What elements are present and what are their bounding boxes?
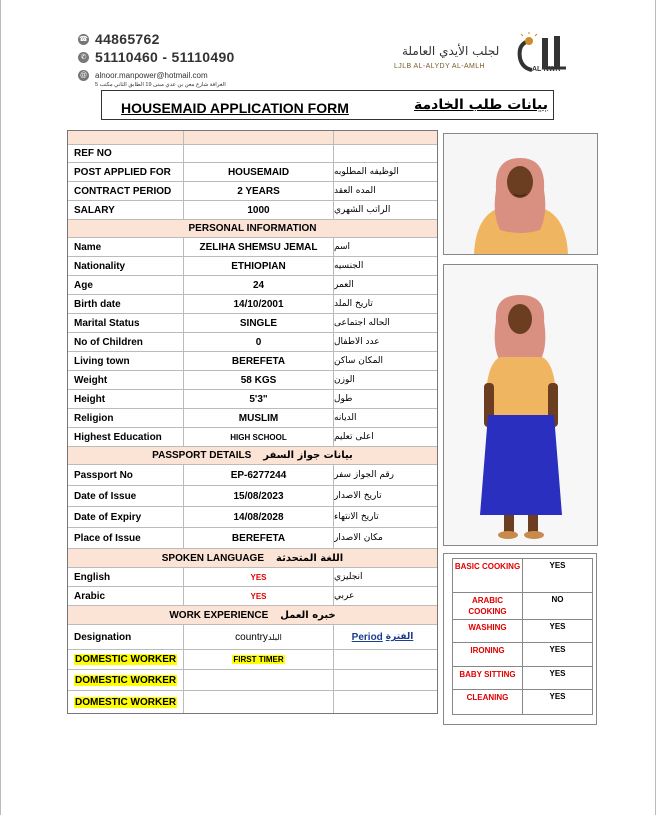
section-title-language-ar: اللغة المتحدثة bbox=[276, 552, 344, 564]
skill-label-washing: WASHING bbox=[453, 620, 523, 642]
label-passport-no: Passport No bbox=[68, 465, 184, 485]
row-passport-no bbox=[68, 465, 437, 486]
value-date-of-expiry: 14/08/2028 bbox=[184, 507, 334, 527]
label-living-town: Living town bbox=[68, 352, 184, 370]
ar-english: انجليزي bbox=[334, 572, 363, 582]
value-salary: 1000 bbox=[184, 201, 334, 219]
row-date-of-expiry bbox=[68, 507, 437, 528]
label-period bbox=[334, 625, 437, 649]
logo-english-text: LJLB AL-ALYDY AL-AMLH bbox=[394, 63, 486, 70]
value-children: 0 bbox=[184, 333, 334, 351]
work-1-country-cell bbox=[184, 650, 334, 669]
section-title-passport bbox=[68, 447, 437, 464]
row-work-header bbox=[68, 625, 437, 650]
section-title-passport-en: PASSPORT DETAILS bbox=[152, 450, 252, 461]
skill-row-arabic-cooking bbox=[453, 593, 592, 620]
value-weight: 58 KGS bbox=[184, 371, 334, 389]
row-religion bbox=[68, 409, 437, 428]
skills-panel bbox=[443, 553, 597, 725]
value-contract-period: 2 YEARS bbox=[184, 182, 334, 200]
skill-label-baby-sitting: BABY SITTING bbox=[453, 667, 523, 689]
skill-row-basic-cooking bbox=[453, 559, 592, 593]
value-nationality: ETHIOPIAN bbox=[184, 257, 334, 275]
row-work-2 bbox=[68, 670, 437, 691]
section-title-work bbox=[68, 606, 437, 624]
whatsapp-icon: ✆ bbox=[78, 52, 89, 63]
address: الغرافة شارع معن بن عدي مبنى 19 الطابق الثاني مكتب 5 bbox=[95, 82, 226, 88]
work-1-period bbox=[334, 650, 437, 669]
work-1-designation: DOMESTIC WORKER bbox=[75, 654, 177, 665]
label-birth-date: Birth date bbox=[68, 295, 184, 313]
section-title-work-en: WORK EXPERIENCE bbox=[169, 609, 269, 621]
value-age: 24 bbox=[184, 276, 334, 294]
value-religion: MUSLIM bbox=[184, 409, 334, 427]
ar-religion: الديانه bbox=[334, 413, 357, 423]
form-title-box bbox=[101, 90, 554, 120]
value-arabic: YES bbox=[184, 587, 334, 605]
skill-value-arabic-cooking: NO bbox=[551, 595, 564, 604]
row-birth-date bbox=[68, 295, 437, 314]
row-name bbox=[68, 238, 437, 257]
ar-ref-no bbox=[334, 145, 437, 162]
skill-label-ironing: IRONING bbox=[453, 643, 523, 666]
section-work bbox=[68, 606, 437, 625]
skill-row-cleaning bbox=[453, 690, 592, 715]
ar-name: اسم bbox=[334, 242, 351, 252]
blank-cell bbox=[68, 131, 184, 144]
company-logo bbox=[392, 30, 592, 78]
section-title-language-en: SPOKEN LANGUAGE bbox=[161, 552, 264, 564]
label-education: Highest Education bbox=[68, 428, 184, 446]
ar-height: طول bbox=[334, 394, 353, 404]
label-nationality: Nationality bbox=[68, 257, 184, 275]
logo-arabic-text: لجلب الأيدي العاملة bbox=[402, 44, 500, 58]
skill-label-cleaning: CLEANING bbox=[453, 690, 523, 714]
phone-main: 44865762 bbox=[95, 31, 160, 47]
label-english: English bbox=[68, 568, 184, 586]
logo-sub-text: AL-NWR bbox=[532, 66, 561, 73]
value-education: HIGH SCHOOL bbox=[184, 428, 334, 446]
label-date-of-issue: Date of Issue bbox=[68, 486, 184, 506]
section-title-personal: PERSONAL INFORMATION bbox=[68, 220, 437, 237]
section-title-work-ar: خبره العمل bbox=[280, 609, 336, 621]
label-place-of-issue: Place of Issue bbox=[68, 528, 184, 548]
skill-value-baby-sitting: YES bbox=[549, 669, 566, 678]
ar-date-of-issue: تاريخ الاصدار bbox=[334, 491, 382, 501]
ar-children: عدد الاطفال bbox=[334, 337, 380, 347]
label-marital-status: Marital Status bbox=[68, 314, 184, 332]
label-period-ar: الفترة bbox=[385, 632, 414, 642]
section-passport bbox=[68, 447, 437, 465]
value-passport-no: EP-6277244 bbox=[184, 465, 334, 485]
row-work-3 bbox=[68, 691, 437, 713]
label-weight: Weight bbox=[68, 371, 184, 389]
value-date-of-issue: 15/08/2023 bbox=[184, 486, 334, 506]
ar-marital-status: الحاله اجتماعى bbox=[334, 318, 390, 328]
work-3-country bbox=[184, 691, 334, 713]
label-designation: Designation bbox=[68, 625, 184, 649]
label-age: Age bbox=[68, 276, 184, 294]
row-contract-period bbox=[68, 182, 437, 201]
section-language bbox=[68, 549, 437, 568]
skill-row-washing bbox=[453, 620, 592, 643]
row-english bbox=[68, 568, 437, 587]
form-top-blank-row bbox=[68, 131, 437, 145]
work-2-designation: DOMESTIC WORKER bbox=[75, 674, 177, 686]
row-salary bbox=[68, 201, 437, 220]
application-form-table bbox=[67, 130, 438, 714]
ar-living-town: المكان ساكن bbox=[334, 356, 384, 366]
row-ref-no bbox=[68, 145, 437, 163]
ar-weight: الوزن bbox=[334, 375, 355, 385]
phones-whatsapp: 51110460 - 51110490 bbox=[95, 49, 235, 65]
work-1-designation-cell bbox=[68, 650, 184, 669]
label-country bbox=[184, 625, 334, 649]
page-border-left bbox=[0, 0, 1, 815]
row-nationality bbox=[68, 257, 437, 276]
row-work-1 bbox=[68, 650, 437, 670]
value-living-town: BEREFETA bbox=[184, 352, 334, 370]
label-contract-period: CONTRACT PERIOD bbox=[68, 182, 184, 200]
contact-whatsapp-line bbox=[78, 48, 258, 66]
email-icon: @ bbox=[79, 71, 88, 79]
blank-cell bbox=[334, 131, 437, 144]
ar-post-applied: الوظيفه المطلوبه bbox=[334, 167, 399, 177]
fullbody-figure-icon bbox=[444, 265, 597, 545]
portrait-figure-icon bbox=[444, 134, 597, 254]
skill-value-basic-cooking: YES bbox=[549, 561, 566, 570]
work-3-period bbox=[334, 691, 437, 713]
skills-table bbox=[452, 558, 593, 715]
row-age bbox=[68, 276, 437, 295]
work-2-designation-cell bbox=[68, 670, 184, 690]
value-post-applied: HOUSEMAID bbox=[184, 163, 334, 181]
skill-label-arabic-cooking: ARABIC COOKING bbox=[453, 593, 523, 619]
ar-passport-no: رقم الجواز سفر bbox=[334, 470, 394, 480]
ar-age: العمر bbox=[334, 280, 354, 290]
skill-label-basic-cooking: BASIC COOKING bbox=[453, 559, 523, 592]
value-marital-status: SINGLE bbox=[184, 314, 334, 332]
row-marital-status bbox=[68, 314, 437, 333]
value-name: ZELIHA SHEMSU JEMAL bbox=[184, 238, 334, 256]
label-country-ar: البلد bbox=[267, 632, 282, 642]
ar-arabic: عربي bbox=[334, 591, 355, 601]
work-1-country: FIRST TIMER bbox=[233, 655, 284, 664]
skill-value-washing: YES bbox=[549, 622, 566, 631]
ar-salary: الراتب الشهري bbox=[334, 205, 391, 215]
section-title-passport-ar: بيانات جواز السفر bbox=[263, 450, 353, 461]
value-english: YES bbox=[184, 568, 334, 586]
skill-value-ironing: YES bbox=[549, 645, 566, 654]
ar-place-of-issue: مكان الاصدار bbox=[334, 533, 383, 543]
label-religion: Religion bbox=[68, 409, 184, 427]
skill-value-cleaning: YES bbox=[549, 692, 566, 701]
row-height bbox=[68, 390, 437, 409]
work-2-period bbox=[334, 670, 437, 690]
label-country-en: country bbox=[235, 631, 268, 643]
skill-row-ironing bbox=[453, 643, 592, 667]
contact-block bbox=[78, 30, 258, 88]
row-education bbox=[68, 428, 437, 447]
value-ref-no bbox=[184, 145, 334, 162]
work-2-country bbox=[184, 670, 334, 690]
section-title-language bbox=[68, 549, 437, 567]
applicant-fullbody-photo bbox=[443, 264, 598, 546]
label-ref-no: REF NO bbox=[68, 145, 184, 162]
row-living-town bbox=[68, 352, 437, 371]
label-arabic: Arabic bbox=[68, 587, 184, 605]
value-place-of-issue: BEREFETA bbox=[184, 528, 334, 548]
work-3-designation: DOMESTIC WORKER bbox=[75, 696, 177, 708]
row-children bbox=[68, 333, 437, 352]
row-arabic bbox=[68, 587, 437, 606]
applicant-portrait-photo bbox=[443, 133, 598, 255]
skill-row-baby-sitting bbox=[453, 667, 592, 690]
value-birth-date: 14/10/2001 bbox=[184, 295, 334, 313]
value-height: 5'3" bbox=[184, 390, 334, 408]
label-height: Height bbox=[68, 390, 184, 408]
label-name: Name bbox=[68, 238, 184, 256]
label-date-of-expiry: Date of Expiry bbox=[68, 507, 184, 527]
form-title-ar: بيانات طلب الخادمة bbox=[414, 97, 549, 113]
row-date-of-issue bbox=[68, 486, 437, 507]
phone-icon: ☎ bbox=[78, 34, 89, 45]
blank-cell bbox=[184, 131, 334, 144]
ar-contract-period: المده العقد bbox=[334, 186, 376, 196]
email: alnoor.manpower@hotmail.com bbox=[95, 70, 208, 80]
label-period-en: Period bbox=[351, 631, 383, 643]
ar-date-of-expiry: تاريخ الانتهاء bbox=[334, 512, 379, 522]
section-personal-info bbox=[68, 220, 437, 238]
row-post-applied bbox=[68, 163, 437, 182]
row-weight bbox=[68, 371, 437, 390]
contact-phone-line bbox=[78, 30, 258, 48]
label-salary: SALARY bbox=[68, 201, 184, 219]
ar-education: اعلى تعليم bbox=[334, 432, 374, 442]
work-3-designation-cell bbox=[68, 691, 184, 713]
form-title-en: HOUSEMAID APPLICATION FORM bbox=[121, 100, 349, 116]
ar-birth-date: تاريخ الملد bbox=[334, 299, 373, 309]
ar-nationality: الجنسيه bbox=[334, 261, 364, 271]
label-post-applied: POST APPLIED FOR bbox=[68, 163, 184, 181]
row-place-of-issue bbox=[68, 528, 437, 549]
label-children: No of Children bbox=[68, 333, 184, 351]
